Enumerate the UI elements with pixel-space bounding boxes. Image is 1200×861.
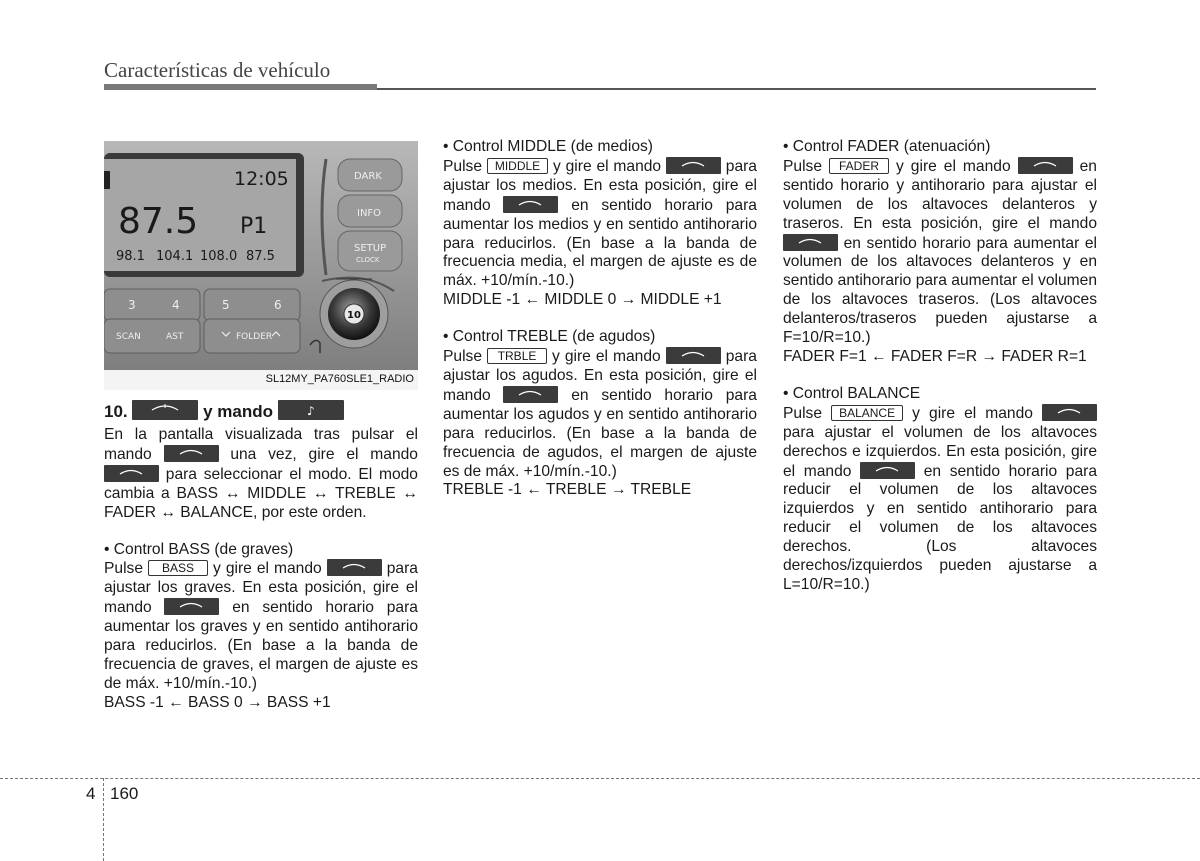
bass-title: • Control BASS (de graves) [104,540,294,558]
radio-preset-2: 104.1 [156,249,194,264]
radio-btn-folder: FOLDER [236,332,273,342]
radio-knob-label: 10 [347,310,361,321]
footer-rule [0,778,1200,779]
radio-btn-ast: AST [166,332,184,342]
radio-preset-label: P1 [240,214,268,239]
bass-paragraph [104,559,418,693]
intro-text-1: En la pantalla visualizada tras pulsar el mando [104,426,418,463]
balance-pulse-text: Pulse [783,404,823,422]
tune-knob-icon [164,598,219,615]
tune-knob-icon [860,462,915,479]
tune-knob-icon [783,234,838,251]
radio-btn-6: 6 [274,298,282,312]
balance-key: BALANCE [831,405,903,421]
radio-btn-scan: SCAN [116,332,141,342]
middle-key: MIDDLE [487,158,548,174]
svg-text:♪: ♪ [306,404,315,418]
tune-knob-icon [666,347,721,364]
bass-scale: BASS -1 ← BASS 0 → BASS +1 [104,693,331,711]
column-1 [104,400,418,713]
tune-knob-icon [327,559,382,576]
radio-btn-5: 5 [222,298,230,312]
radio-btn-3: 3 [128,298,136,312]
radio-btn-dark: DARK [354,171,382,182]
tune-knob-icon [1042,404,1097,421]
middle-title: • Control MIDDLE (de medios) [443,138,653,155]
treble-title: • Control TREBLE (de agudos) [443,328,656,346]
tune-knob-icon [104,465,159,482]
tune-knob-icon [164,445,219,462]
section-heading-text: y mando [203,402,274,421]
radio-btn-4: 4 [172,298,180,312]
radio-btn-info: INFO [357,208,382,219]
fader-text-1: y gire el mando [896,157,1011,175]
tune-knob-icon [503,386,558,403]
balance-text-2: para ajustar el volumen de los altavoces derechos e izquierdos. En esta posición, gire el mando [783,423,1097,480]
middle-text-3: en sentido horario para aumentar los medios y en sentido antihorario para reducirlos. (En base a la banda de frecuencia media, el margen de ajuste es de máx. +10/mín.-10.) [443,196,757,290]
tune-knob-icon [132,400,198,420]
tune-knob-icon [666,157,721,174]
chapter-number: 4 [86,784,96,803]
middle-text-1: y gire el mando [553,157,662,175]
bass-text-3: en sentido horario para aumentar los graves y en sentido antihorario para reducirlos. (En base a la banda de frecuencia de graves, el margen de ajuste es de máx. +10/mín.-10.) [104,599,418,692]
footer-vertical-rule [103,778,104,861]
radio-preset-3: 108.0 [200,249,238,264]
treble-paragraph [443,347,757,481]
column-2 [443,138,757,500]
tune-knob-icon [1018,157,1073,174]
header-title: Características de vehículo [104,58,331,82]
bass-key: BASS [148,560,208,576]
fader-key: FADER [829,158,889,174]
treble-scale: TREBLE -1 ← TREBLE → TREBLE [443,481,692,499]
fader-title: • Control FADER (atenuación) [783,138,991,155]
music-knob-icon [278,400,344,420]
radio-btn-setup: SETUP [354,243,387,254]
treble-text-1: y gire el mando [552,348,661,366]
radio-preset-4: 87.5 [246,249,275,264]
treble-text-2: para ajustar los agudos. En esta posición, gire el mando [443,348,757,404]
intro-paragraph [104,426,418,523]
tune-knob-icon [503,196,558,213]
fader-text-2: en sentido horario y antihorario para ajustar el volumen de los altavoces delanteros y traseros. En esta posición, gire el mando [783,157,1097,232]
balance-text-1: y gire el mando [912,404,1033,422]
middle-pulse-text: Pulse [443,157,483,175]
radio-image [104,141,418,388]
treble-text-3: en sentido horario para aumentar los agudos y en sentido antihorario para reducirlos. (En base a la banda de frecuencia de agudos, el margen de ajuste es de máx. +10/mín.-10.) [443,386,757,480]
fader-scale: FADER F=1 ← FADER F=R → FADER R=1 [783,347,1087,365]
balance-paragraph [783,404,1097,595]
section-10-heading [104,400,418,424]
intro-text-3: para seleccionar el modo. El modo cambia a BASS ↔ MIDDLE ↔ TREBLE ↔ FADER ↔ BALANCE, por este orden. [104,465,418,521]
fader-paragraph [783,157,1097,348]
balance-text-3: en sentido horario para reducir el volumen de los altavoces izquierdos y en sentido antihorario para reducir el volumen de los altavoces derechos. (Los altavoces derechos/izquierdos pueden ajustarse a L=10/R=10.) [783,462,1097,593]
section-number: 10. [104,402,128,421]
middle-text-2: para ajustar los medios. En esta posición, gire el mando [443,157,757,214]
balance-title: • Control BALANCE [783,384,921,402]
radio-preset-1: 98.1 [116,249,145,264]
page-number: 160 [110,784,139,803]
header-rule [377,88,1096,90]
fader-pulse-text: Pulse [783,157,823,175]
treble-pulse-text: Pulse [443,348,483,366]
column-3 [783,138,1097,595]
radio-illustration [104,141,418,388]
bass-text-2: para ajustar los graves. En esta posición, gire el mando [104,560,418,617]
bass-text-1: y gire el mando [213,560,322,578]
radio-btn-clock: CLOCK [356,256,380,264]
image-caption: SL12MY_PA760SLE1_RADIO [104,370,418,390]
intro-text-2: una vez, gire el mando [230,445,418,463]
radio-frequency: 87.5 [118,201,199,242]
fader-text-3: en sentido horario para aumentar el volumen de los altavoces delanteros y en sentido antihorario para aumentar el volumen de los altavoces traseros. (Los altavoces delanteros/traseros pueden ajustarse a F=10/R=10.) [783,234,1097,347]
header-bar [104,84,377,90]
treble-key: TRBLE [487,348,547,364]
middle-paragraph [443,157,757,291]
bass-pulse-text: Pulse [104,560,144,578]
radio-time: 12:05 [234,168,289,190]
middle-scale: MIDDLE -1 ← MIDDLE 0 → MIDDLE +1 [443,291,722,309]
